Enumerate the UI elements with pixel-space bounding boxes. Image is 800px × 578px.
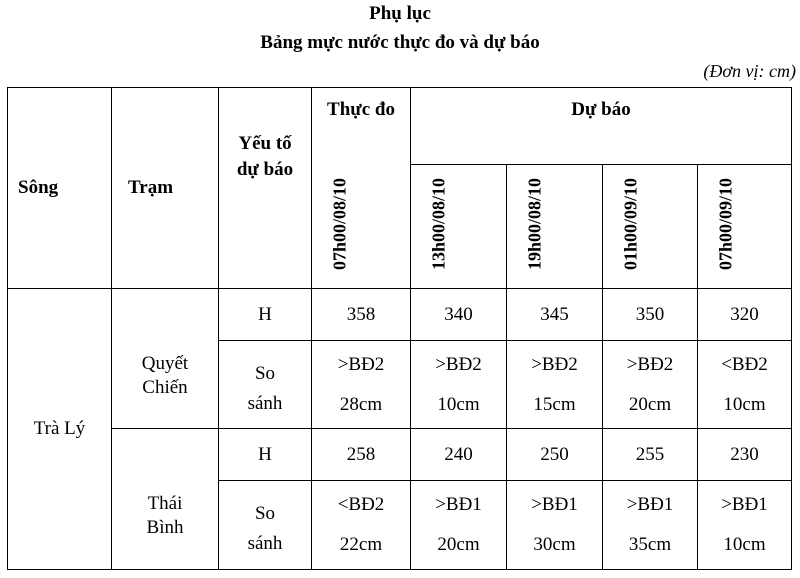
station-name: Quyết Chiến [141,352,189,398]
element-label: H [258,443,272,465]
table-cell: 255 [635,443,665,465]
page-title: Phụ lục [369,3,431,24]
table-cell: >BĐ1 35cm [626,494,674,555]
table-cell: <BĐ2 10cm [721,353,768,415]
table-cell: 345 [540,303,569,325]
table-cell: 350 [635,303,665,325]
time-header: 01h00/09/10 [620,177,641,271]
time-header: 19h00/08/10 [524,177,545,271]
header-measured: Thực đo [327,99,395,120]
table-caption: Bảng mực nước thực đo và dự báo [260,32,540,53]
station-name: Thái Bình [146,493,184,538]
table-cell: 230 [730,443,759,465]
header-river: Sông [18,177,59,198]
table-cell: >BĐ1 20cm [435,494,482,555]
table-cell: 240 [444,443,473,465]
table-cell: 358 [346,303,376,325]
element-label: So sánh [247,362,283,414]
table-cell: >BĐ2 10cm [435,353,482,415]
water-level-table [7,87,792,570]
header-station: Trạm [128,177,174,198]
table-cell: 250 [540,443,569,465]
table-cell: >BĐ2 28cm [337,353,385,415]
time-header: 07h00/08/10 [329,177,350,271]
element-label: So sánh [247,503,283,554]
unit-note: (Đơn vị: cm) [703,61,796,81]
table-cell: >BĐ1 30cm [531,494,578,555]
table-cell: >BĐ2 15cm [531,353,578,415]
table-cell: >BĐ2 20cm [626,353,674,415]
table-cell: 340 [444,303,473,325]
element-label: H [258,303,272,325]
time-header: 07h00/09/10 [715,177,736,271]
table-cell: >BĐ1 10cm [721,494,768,555]
header-element: Yếu tố dự báo [236,133,294,180]
table-cell: 320 [730,303,759,325]
table-cell: 258 [346,443,376,465]
river-name: Trà Lý [33,418,86,439]
table-cell: <BĐ2 22cm [337,494,385,555]
header-forecast: Dự báo [571,99,631,120]
time-header: 13h00/08/10 [428,177,449,271]
